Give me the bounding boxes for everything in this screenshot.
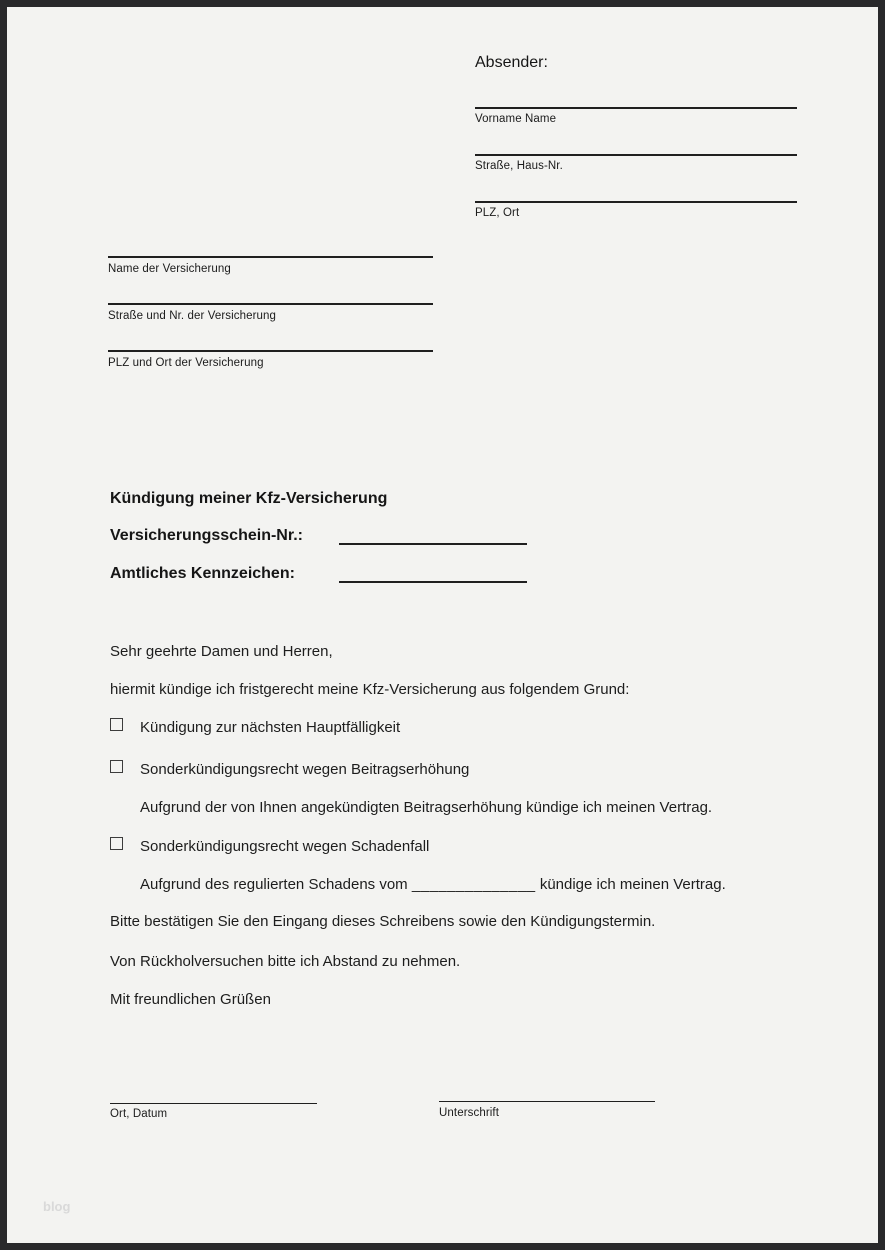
checkbox-beitragserhoehung[interactable] — [110, 760, 123, 773]
damage-date-prefix: Aufgrund des regulierten Schadens vom — [140, 876, 408, 893]
sender-city-label: PLZ, Ort — [475, 207, 520, 219]
sender-street-label: Straße, Haus-Nr. — [475, 160, 563, 172]
option-label-schadenfall: Sonderkündigungsrecht wegen Schadenfall — [140, 838, 430, 855]
checkbox-hauptfaelligkeit[interactable] — [110, 718, 123, 731]
salutation: Sehr geehrte Damen und Herren, — [110, 643, 333, 660]
closing-line-regards: Mit freundlichen Grüßen — [110, 991, 271, 1008]
place-date-label: Ort, Datum — [110, 1108, 168, 1120]
subject-title: Kündigung meiner Kfz-Versicherung — [110, 490, 388, 507]
signature-label: Unterschrift — [439, 1107, 499, 1119]
intro-line: hiermit kündige ich fristgerecht meine Kfz-Versicherung aus folgendem Grund: — [110, 681, 630, 698]
sender-name-label: Vorname Name — [475, 113, 557, 125]
license-plate-label: Amtliches Kennzeichen: — [110, 565, 295, 582]
place-date-line[interactable] — [110, 1103, 317, 1104]
sender-street-line[interactable] — [475, 154, 797, 156]
closing-line-confirmation: Bitte bestätigen Sie den Eingang dieses Schreibens sowie den Kündigungstermin. — [110, 913, 656, 930]
checkbox-schadenfall[interactable] — [110, 837, 123, 850]
recipient-city-label: PLZ und Ort der Versicherung — [108, 357, 264, 369]
option-detail-beitragserhoehung: Aufgrund der von Ihnen angekündigten Beitragserhöhung kündige ich meinen Vertrag. — [140, 799, 713, 816]
damage-date-suffix: kündige ich meinen Vertrag. — [539, 876, 726, 893]
watermark-text: blog — [43, 1199, 71, 1214]
recipient-street-line[interactable] — [108, 303, 433, 305]
recipient-name-line[interactable] — [108, 256, 433, 258]
option-label-hauptfaelligkeit: Kündigung zur nächsten Hauptfälligkeit — [140, 719, 401, 736]
damage-date-blank[interactable]: ______________ — [411, 876, 536, 893]
closing-line-retention: Von Rückholversuchen bitte ich Abstand zu nehmen. — [110, 953, 461, 970]
sender-title: Absender: — [475, 54, 548, 71]
license-plate-line[interactable] — [339, 581, 527, 583]
recipient-city-line[interactable] — [108, 350, 433, 352]
option-detail-schadenfall — [140, 876, 726, 893]
sender-name-line[interactable] — [475, 107, 797, 109]
recipient-name-label: Name der Versicherung — [108, 263, 231, 275]
option-label-beitragserhoehung: Sonderkündigungsrecht wegen Beitragserhöhung — [140, 761, 470, 778]
policy-number-label: Versicherungsschein-Nr.: — [110, 527, 303, 544]
recipient-street-label: Straße und Nr. der Versicherung — [108, 310, 277, 322]
signature-line[interactable] — [439, 1101, 655, 1102]
policy-number-line[interactable] — [339, 543, 527, 545]
sender-city-line[interactable] — [475, 201, 797, 203]
